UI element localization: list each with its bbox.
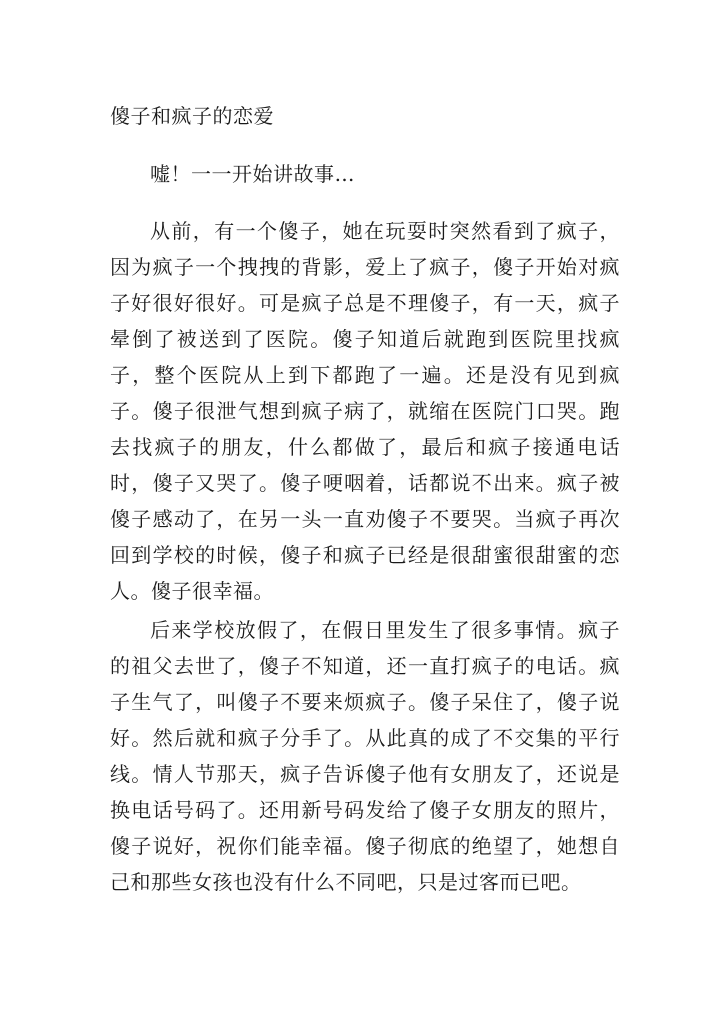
document-title: 傻子和疯子的恋爱 bbox=[110, 104, 274, 128]
paragraph-1: 从前，有一个傻子，她在玩耍时突然看到了疯子，因为疯子一个拽拽的背影，爱上了疯子，傻子开始对疯子好很好很好。可是疯子总是不理傻子，有一天，疯子晕倒了被送到了医院。傻子知道后就跑到医院里找疯子，整个医院从上到下都跑了一遍。还是没有见到疯子。傻子很泄气想到疯子病了，就缩在医院门口哭。跑去找疯子的朋友，什么都做了，最后和疯子接通电话时，傻子又哭了。傻子哽咽着，话都说不出来。疯子被傻子感动了，在另一头一直劝傻子不要哭。当疯子再次回到学校的时候，傻子和疯子已经是很甜蜜很甜蜜的恋人。傻子很幸福。 bbox=[110, 219, 620, 603]
paragraph-2: 后来学校放假了，在假日里发生了很多事情。疯子的祖父去世了，傻子不知道，还一直打疯子的电话。疯子生气了，叫傻子不要来烦疯子。傻子呆住了，傻子说好。然后就和疯子分手了。从此真的成了不交集的平行线。情人节那天，疯子告诉傻子他有女朋友了，还说是换电话号码了。还用新号码发给了傻子女朋友的照片，傻子说好，祝你们能幸福。傻子彻底的绝望了，她想自己和那些女孩也没有什么不同吧，只是过客而已吧。 bbox=[110, 618, 620, 894]
intro-line: 嘘！一一开始讲故事… bbox=[150, 162, 355, 186]
